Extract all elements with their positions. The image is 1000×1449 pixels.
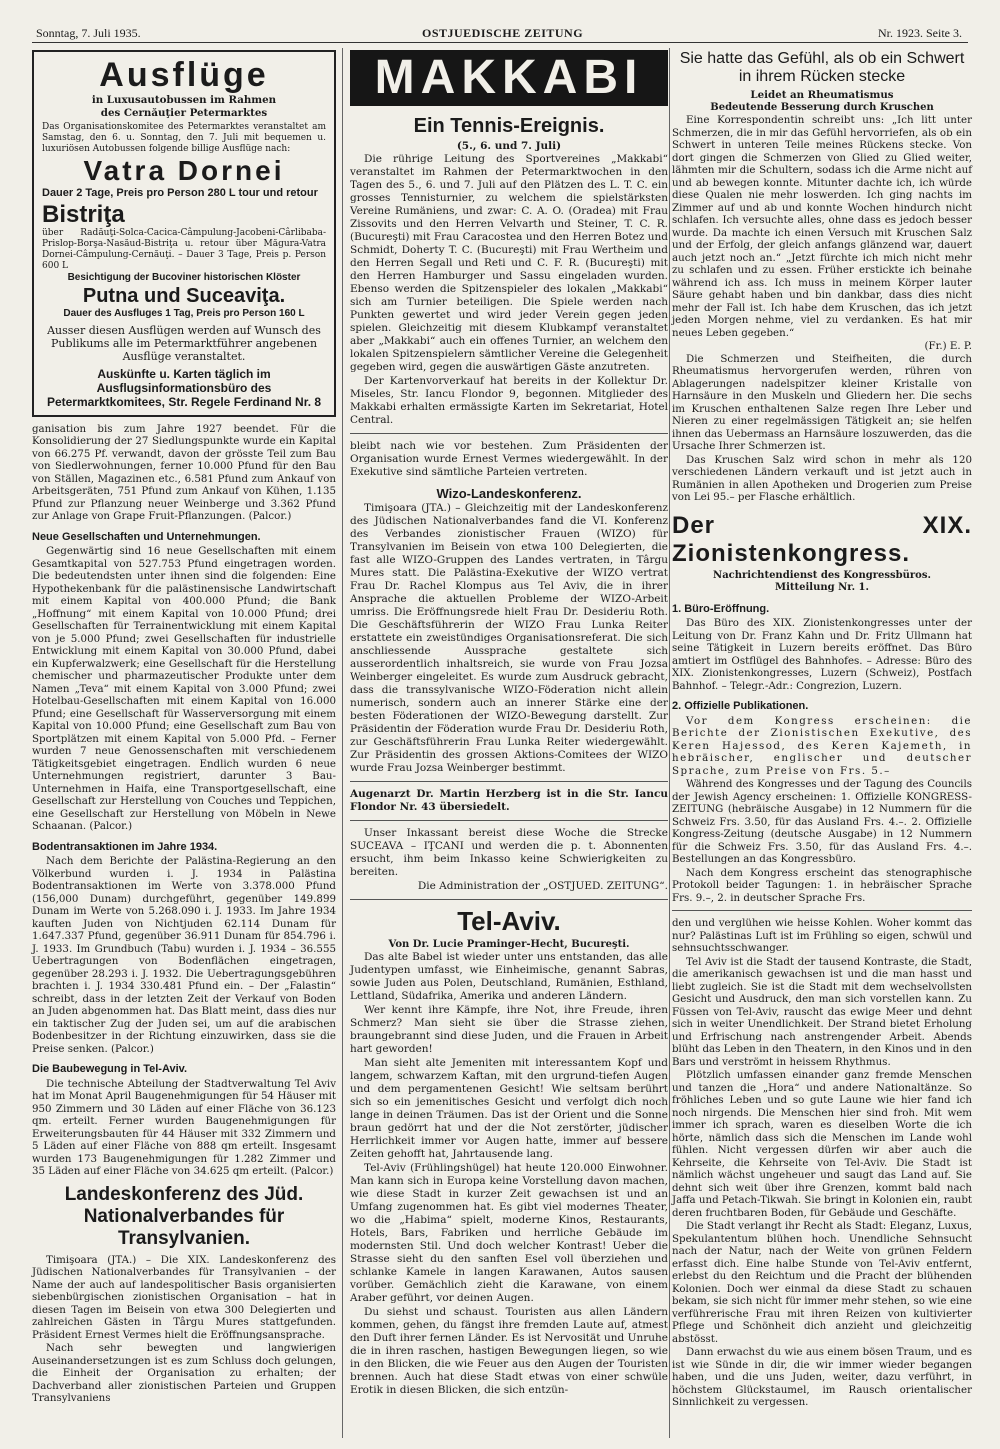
separator	[350, 433, 668, 434]
column-middle	[350, 50, 668, 1398]
ad-contact: Auskünfte u. Karten täglich im Ausflugsinformationsbüro des Petermarktkomitees, Str. Regele Ferdinand Nr. 8	[46, 366, 322, 409]
article-heading: Bodentransaktionen im Jahre 1934.	[32, 840, 218, 853]
article-paragraph: bleibt nach wie vor bestehen. Zum Präsidenten der Organisation wurde Ernest Vermes wiedergewählt. In der Exekutive sind sämtliche Parteien vertreten.	[350, 440, 668, 478]
article-paragraph: Timişoara (JTA.) – Die XIX. Landeskonferenz des Jüdischen Nationalverbandes für Transylvanien – der Name der auch auf landespolitischer Basis organisierten siebenbürgischen zionistischen Organisation – hat in diesen Tagen im Beisein von etwa 300 Delegierten und zahlreichen Gästen in Târgu Mures stattgefunden. Präsident Ernest Vermes hielt die Eröffnungsansprache.	[32, 1253, 336, 1341]
separator	[350, 820, 668, 821]
article-headline: Tel-Aviv.	[457, 906, 561, 936]
article-paragraph: Gegenwärtig sind 16 neue Gesellschaften mit einem Gesamtkapital von 527.753 Pfund eingetragen worden. Die bedeutendsten unter ihnen sind die folgenden: Eine Hypothekenbank für die palästinensische Landwirtschaft mit einem Kapital von 400.000 Pfund; die Bank „Hoffnung“ mit einem Kapital von 10.000 Pfund; drei Gesellschaften für Terrainentwicklung mit einem Kapital von je 5.000 Pfund; zwei Gesellschaften für industrielle Entwicklung mit einem Kapital von 30.000 Pfund, dabei ein Kupferwalzwerk; eine Gesellschaft für die Herstellung chemischer und pharmazeutischer Produkte unter dem Namen „Teva“ mit einem Kapital von 3.000 Pfund; zwei Hotelbau-Gesellschaften mit einem Kapital von 16.000 Pfund; eine Gesellschaft für Wasserversorgung mit einem Kapital von 10.000 Pfund; eine Gesellschaft zum Bau von Sportplätzen mit einem Kapital von 5.000 Pfd. – Ferner wurden 7 neue Genossenschaften mit verschiedenem Tätigkeitsgebiet eingetragen. Endlich wurden 6 neue Unternehmungen registriert, darunter 3 Bau-Unternehmen in Haifa, eine Transportgesellschaft, eine Gesellschaft zur Herstellung von Couches und Teppichen, eine Gesellschaft zur Herstellung von Möbeln in Newe Schaanan. (Palcor.)	[32, 545, 336, 832]
ad-putna: Putna und Suceaviţa.	[82, 285, 286, 307]
page-header	[32, 24, 968, 43]
article-subheadline-2: Mitteilung Nr. 1.	[775, 582, 869, 593]
article-paragraph: den und verglühen wie heisse Kohlen. Woher kommt das nur? Palästinas Luft ist im Frühling so eigen, schwül und sehnsuchtsschwanger.	[672, 917, 972, 954]
article-paragraph: Vor dem Kongress erscheinen: die Berichte der Zionistischen Exekutive, des Keren Hajessod, des Keren Kajemeth, in hebräischer, englischer und deutscher Sprache, zum Preise von Frs. 5.–	[672, 714, 972, 777]
admin-notice: Unser Inkassant bereist diese Woche die Strecke SUCEAVA – IŢCANI und werden die p. t. Abonnenten ersucht, ihm beim Inkasso keine Schwierigkeiten zu bereiten.	[350, 827, 668, 878]
article-headline: Der XIX. Zionistenkongress.	[672, 511, 972, 567]
ad-intro: Das Organisationskomitee des Petermarktes veranstaltet am Samstag, den 6. u. Sonntag, den 7. Juli mit bequemen u. luxuriösen Autobussen folgende billige Ausflüge nach:	[42, 122, 326, 154]
article-heading: 1. Büro-Eröffnung.	[672, 602, 770, 615]
column-left	[32, 50, 336, 1406]
column-divider	[669, 48, 670, 1438]
makkabi-logo: MAKKABI	[350, 50, 668, 106]
article-paragraph: Die Schmerzen und Steifheiten, die durch Rheumatismus hervorgerufen werden, rühren von Ablagerungen nadelspitzer kleiner Kristalle von Harnsäure in den Muskeln und Gliedern her. Die sechs im Kruschen enthaltenen Salze regen Ihre Leber und Nieren zu einer regelmässigen Tätigkeit an; sie helfen ihnen das Uebermass an Harnsäure loszuwerden, das die Ursache Ihrer Schmerzen ist.	[672, 352, 972, 452]
article-paragraph: Nach sehr bewegten und langwierigen Auseinandersetzungen ist es zum Schluss doch gelungen, die Einheit der Organisation zu erhalten; der Dachverband aller zionistischen Parteien und Gruppen Transylvaniens	[32, 1342, 336, 1404]
article-paragraph: Nach dem Berichte der Palästina-Regierung an den Völkerbund wurden i. J. 1934 in Palästina Bodentransaktionen im Werte von 3.378.000 Pfund (156,000 Dunam) durchgeführt, gegenüber 149.899 Dunam im Werte von 5.268.090 i. J. 1933. Im Jahre 1934 kauften Juden von Nichtjuden 62.114 Dunam für 1.647.337 Pfund, gegenüber 36.911 Dunam für 854.796 i. J. 1933. Im Grundbuch (Tabu) wurden i. J. 1934 – 36.555 Uebertragungen von Bodenflächen eingetragen, gegenüber 28.293 i. J. 1932. Die Uebertragungsgebühren brachten i. J. 1934 330.481 Pfund ein. – Der „Falastin“ schreibt, dass in der letzten Zeit der Verkauf von Boden an Juden abgenommen hat. Das Blatt meint, dass dies nur ein taktischer Zug der Juden sei, um auf die arabischen Bodenbesitzer in der Richtung einzuwirken, dass sie die Preise senken. (Palcor.)	[32, 855, 336, 1055]
newspaper-name: OSTJUEDISCHE ZEITUNG	[422, 26, 584, 40]
article-heading: Wizo-Landeskonferenz.	[436, 486, 582, 501]
article-paragraph: Wer kennt ihre Kämpfe, ihre Not, ihre Freude, ihren Schmerz? Man sieht sie über die Strasse ziehen, braungebrannt sind diese Juden, und die Frauen in Arbeit hart geworden!	[350, 1004, 668, 1055]
article-paragraph: Die technische Abteilung der Stadtverwaltung Tel Aviv hat im Monat April Baugenehmigungen für 54 Häuser mit 950 Zimmern und 30 Läden auf einer Fläche von 36.123 qm. erteilt. Ferner wurden Baugenehmigungen für Erweiterungsbauten für 44 Häuser mit 332 Zimmern und 5 Läden auf einer Fläche von 888 qm erteilt. Insgesamt wurden 173 Baugenehmigungen für 1.282 Zimmer und 35 Läden auf einer Fläche von 34.625 qm erteilt. (Palcor.)	[32, 1077, 336, 1177]
admin-signature: Die Administration der „OSTJUED. ZEITUNG“.	[417, 880, 668, 892]
article-paragraph: Dann erwachst du wie aus einem bösen Traum, und es ist wie Sünde in dir, die wir immer wieder begangen haben, und die uns Juden, weiter, dazu verführt, in höchstem Glückstaumel, im Rausch orientalischer Sinnlichkeit zu vergessen.	[672, 1346, 972, 1408]
column-right	[672, 50, 972, 1410]
ad-extra: Ausser diesen Ausflügen werden auf Wunsch des Publikums alle im Petermarktführer angebenen Ausflüge veranstaltet.	[47, 323, 321, 363]
article-paragraph: Der Kartenvorverkauf hat bereits in der Kollektur Dr. Miseles, Str. Iancu Flondor 9, begonnen. Mitglieder des Makkabi erhalten ermässigte Karten im Sekretariat, Hotel Central.	[350, 375, 668, 426]
article-headline: Sie hatte das Gefühl, als ob ein Schwert in ihrem Rücken stecke	[679, 50, 965, 85]
separator	[350, 899, 668, 900]
page-number: Seite 3.	[926, 26, 962, 40]
issue-date: Sonntag, 7. Juli 1935.	[36, 26, 141, 40]
article-paragraph: Man sieht alte Jemeniten mit interessantem Kopf und langem, schwarzem Kaftan, mit den urgrund-tiefen Augen und dem pergamentenen Gesicht! Wie seltsam berührt sich so ein jemenitisches Gesicht und verfolgt dich noch lange in deinen Träumen. Das ist der Orient und die Sonne braun gedörrt hat und der die Not zerstörter, jüdischer Herrlichkeit immer vor Augen hatte, immer auf bessere Zeiten gehofft hat, Jahrtausende lang.	[350, 1057, 668, 1160]
article-byline: Von Dr. Lucie Praminger-Hecht, Bucureşti.	[388, 939, 630, 950]
ad-kloester: Besichtigung der Bucoviner historischen Klöster	[67, 271, 301, 283]
article-subheadline: Nachrichtendienst des Kongressbüros.	[713, 569, 931, 581]
issue-number: Nr. 1923.	[878, 26, 923, 40]
issue-page	[878, 26, 962, 41]
article-heading: Die Baubewegung in Tel-Aviv.	[32, 1063, 188, 1075]
ad-putna-detail: Dauer des Ausfluges 1 Tag, Preis pro Person 160 L	[63, 308, 305, 319]
ad-subtitle-2: des Cernăuţier Petermarktes	[100, 106, 268, 119]
article-paragraph: Plötzlich umfassen einander ganz fremde Menschen und tanzen die „Hora“ und andere Nationaltänze. So fröhliches Leben und so gute Laune wie hier fand ich noch nirgends. Die Menschen hier sind froh. Mit wem immer ich sprach, waren es dieselben Worte die ich hörte, nämlich dass sich die Menschen im Lande wohl fühlen. Nicht vergessen dürfen wir aber auch die Kehrseite, die Kehrseite von Tel-Aviv. Die Stadt ist nämlich wächst ungeheuer und saugt das Land auf. Sie dehnt sich weit über ihre Grenzen, kommt bald nach Jaffa und Petach-Tikwah. Sie bringt in Kolonien ein, raubt deren fruchtbaren Boden, für Gebäude und Geschäfte.	[672, 1069, 972, 1219]
article-paragraph: Timişoara (JTA.) – Gleichzeitig mit der Landeskonferenz des Jüdischen Nationalverbandes fand die VI. Konferenz des Verbandes zionistischer Frauen (WIZO) für Transylvanien im Beisein von etwa 100 Delegierten, die fast alle WIZO-Gruppen des Landes vertraten, in Târgu Mures statt. Die Palästina-Exekutive der WIZO vertrat Frau Dr. Rachel Klompus aus Tel Aviv, die in ihrer Ansprache die aktuellen Probleme der WIZO-Arbeit umriss. Die Eröffnungsrede hielt Frau Dr. Desideriu Roth. Die Geschäftsführerin der WIZO Frau Lunka Reiter erstattete ein zweistündiges Organisationsreferat. Die sich anschliessende Aussprache gestaltete sich ausserordentlich inhaltsreich, sie wurde von Frau Jozsa Weinberger eingeleitet. Es wurde zum Ausdruck gebracht, dass die transsylvanische WIZO-Föderation nicht allein numerisch, sondern auch an innerer Stärke eine der besten Föderationen der WIZO-Bewegung darstellt. Zur Präsidentin der Föderation wurde Frau Dr. Desideriu Roth, zur Geschäftsführerin Frau Lunka Reiter wiedergewählt. Zur Präsidentin des grossen Aktions-Comitees der WIZO wurde Frau Jozsa Weinberger bestimmt.	[350, 502, 668, 774]
article-paragraph: Das Kruschen Salz wird schon in mehr als 120 verschiedenen Ländern verkauft und ist jetzt auch in Rumänien in allen Apotheken und Drogerien zum Preise von Lei 95.– per Flasche erhältlich.	[672, 453, 972, 503]
ad-title: Ausflüge	[99, 56, 269, 94]
article-paragraph: Das Büro des XIX. Zionistenkongresses unter der Leitung von Dr. Franz Kahn und Dr. Fritz Ullmann hat seine Tätigkeit in Luzern bereits eröffnet. Das Büro amtiert im Ostflügel des Bahnhofes. – Adresse: Büro des XIX. Zionistenkongresses, Luzern (Schweiz), Postfach Bahnhof. – Telegr.-Adr.: Congrezion, Luzern.	[672, 617, 972, 692]
doctor-notice: Augenarzt Dr. Martin Herzberg ist in die Str. Iancu Flondor Nr. 43 übersiedelt.	[350, 788, 668, 813]
article-paragraph: Nach dem Kongress erscheint das stenographische Protokoll beider Tagungen: 1. in hebräischer Sprache Frs. 9.–, 2. in deutscher Sprache Frs.	[672, 866, 972, 904]
article-subheadline: Leidet an Rheumatismus	[750, 89, 894, 101]
column-divider	[342, 48, 343, 1438]
article-subheadline-2: Bedeutende Besserung durch Kruschen	[710, 101, 934, 113]
article-paragraph: Eine Korrespondentin schreibt uns: „Ich litt unter Schmerzen, die in mir das Gefühl hervorriefen, als ob ein Schwert in unteren Teile meines Rückens stecke. Von dort gingen die Schmerzen von Glied zu Glied weiter, lähmten mir die Schultern, sodass ich die Arme nicht auf und ab bewegen konnte. Mitunter dachte ich, ich würde diese Qualen nie mehr loswerden. Ich ging nachts im Zimmer auf und ab und konnte Wochen hindurch nicht schlafen. Ich versuchte alles, ohne dass es jedoch besser wurde. Da machte ich einen Versuch mit Kruschen Salz und der Erfolg, der gleich anfangs glänzend war, dauert auch jetzt noch an.“ „Jetzt fürchte ich mich nicht mehr zu schlafen und zu essen. Früher erstickte ich beinahe während ich ass. Ich muss in meinem Körper lauter Säure gehabt haben und bin dankbar, dass dies nicht mehr der Fall ist. Ich habe dem Kruschen, das ich jetzt jeden Morgen nehme, viel zu verdanken. Es hat mir neues Leben gegeben.“	[672, 114, 972, 339]
article-headline: Ein Tennis-Ereignis.	[413, 115, 605, 137]
ad-vatra: Vatra Dornei	[83, 155, 285, 186]
article-paragraph: Die rührige Leitung des Sportvereines „Makkabi“ veranstaltet im Rahmen der Petermarktwochen in den Tagen des 5., 6. und 7. Juli auf den Plätzen des L. T. C. ein grosses Tennisturnier, zu welchem die spielstärksten Vereine Rumäniens, und zwar: C. A. O. (Oradea) mit Frau Zissovits und den Herren Velvarth und Steiner, T. C. R. (Bucureşti) mit Frau Caracostea und den Herren Botez und Schmidt, Doherty T. C. (Bucureşti) mit Frau Wertheim und den Herren Segall und Reti und C. F. R. (Bucureşti) mit den Herren Hamburger und Sassu eingeladen wurden. Ebenso werden die Spitzenspieler des lokalen „Makkabi“ sich am Turnier beteiligen. Die Spiele werden nach Punkten gewertet und wird jeder Verein gegen jeden spielen. Gleichzeitig mit diesem Klubkampf veranstaltet aber „Makkabi“ auch ein offenes Turnier, an welchem den lokalen Spitzenspielern sämtlicher Vereine die Gelegenheit gegeben wird, gegen die auswärtigen Gäste anzutreten.	[350, 153, 668, 373]
article-paragraph: Während des Kongresses und der Tagung des Councils der Jewish Agency erscheinen: 1. Offizielle KONGRESS-ZEITUNG (hebräische Ausgabe) in 12 Nummern für die Schweiz Frs. 3.50, für das Ausland Frs. 4.–. 2. Offizielle Kongress-Zeitung (deutsche Ausgabe) in 12 Nummern für die Schweiz Frs. 3.50, für das Ausland Frs. 4.–. Bestellungen an das Kongressbüro.	[672, 778, 972, 865]
article-paragraph: Du siehst und schaust. Touristen aus allen Ländern kommen, gehen, du fängst ihre fremden Laute auf, atmest den Duft ihrer fernen Länder. Es ist Nervosität und Unruhe die in ihren raschen, hastigen Bewegungen liegen, so wie in den Blicken, die wie Feuer aus den Augen der Touristen brennen. Auch hat diese Stadt etwas von einer schwüle Erotik in diesen Blicken, die sich entzün-	[350, 1306, 668, 1396]
article-paragraph: Das alte Babel ist wieder unter uns entstanden, das alle Judentypen umfasst, wie Einheimische, genannt Sabras, sowie Juden aus Polen, Deutschland, Rumänien, Esthland, Lettland, Südafrika, Amerika und anderen Ländern.	[350, 951, 668, 1002]
separator	[672, 910, 972, 911]
article-paragraph: Tel-Aviv (Frühlingshügel) hat heute 120.000 Einwohner. Man kann sich in Europa keine Vorstellung davon machen, wie diese Stadt in kurzer Zeit gewachsen ist und an Umfang zugenommen hat. Es gibt viel modernes Theater, wo die „Habima“ spielt, moderne Kinos, Restaurants, Hotels, Bars, Fabriken und herrliche Gebäude im modernsten Stil. Und doch welcher Kontrast! Ueber die Strasse sieht du den sanften Esel voll überziehen und schlanke Kamele in langen Karawanen, Autos sausen vorüber. Gemächlich zieht die Karawane, von einem Araber geführt, vor deinen Augen.	[350, 1162, 668, 1304]
excursion-ad	[32, 50, 336, 417]
article-subheadline: (5., 6. und 7. Juli)	[456, 140, 562, 152]
article-paragraph: ganisation bis zum Jahre 1927 beendet. Für die Konsolidierung der 27 Siedlungspunkte wurde ein Kapital von 66.275 Pf. verwandt, davon der grösste Teil zum Bau von Siedlerwohnungen, ferner 10.000 Pfund für den Bau von Ställen, Magazinen etc., 6.581 Pfund zum Ankauf von Arbeitsgeräten, 751 Pfund zum Ankauf von Kühen, 1.135 Pfund zur Pflanzung neuer Weinberge und 3.362 Pfund zur Anlage von Grape Fruit-Pflanzungen. (Palcor.)	[32, 422, 336, 522]
article-paragraph: Die Stadt verlangt ihr Recht als Stadt: Eleganz, Luxus, Spekulantentum blühen hoch. Unendliche Sehnsucht nach der Natur, nach der Weite von grünen Feldern erfasst dich. Eine halbe Stunde von Tel-Aviv entfernt, erlebst du den Reichtum und die Pracht der blühenden Kolonien. Doch wer einmal da diese Stadt zu schauen bekam, sie sich nicht für immer mehr stehen, so wie eine verführerische Frau mit ihren Reizen von kultivierter Pflege und Schönheit dich anzieht und gleichzeitig abstösst.	[672, 1220, 972, 1345]
signature: (Fr.) E. P.	[924, 340, 972, 352]
article-heading: Neue Gesellschaften und Unternehmungen.	[32, 530, 261, 543]
ad-vatra-detail: Dauer 2 Tage, Preis pro Person 280 L tour und retour	[42, 187, 318, 199]
ad-subtitle: in Luxusautobussen im Rahmen	[91, 94, 277, 106]
separator	[350, 781, 668, 782]
article-heading: 2. Offizielle Publikationen.	[672, 700, 809, 712]
ad-bistrita: Bistriţa	[42, 200, 125, 228]
ad-bistrita-detail: über Radăuţi-Solca-Cacica-Câmpulung-Jacobeni-Cârlibaba-Prislop-Borşa-Nasăud-Bistriţa u. retour über Măgura-Vatra Dornei-Câmpulung-Cernăuţi. – Dauer 3 Tage, Preis p. Person 600 L	[42, 227, 326, 271]
article-paragraph: Tel Aviv ist die Stadt der tausend Kontraste, die Stadt, die amerikanisch gewachsen ist und die man hasst und liebt zugleich. Sie ist die Stadt mit dem wechselvollsten Gesicht und Ausdruck, den man sich vorstellen kann. Zu Füssen von Tel-Aviv, rauscht das ewige Meer und dehnt sich in weiter Unendlichkeit. Der Strand bietet Erholung und Erfrischung nach anstrengender Arbeit. Abends blüht das Leben in den Theatern, in den Kinos und in den Bars und verströmt in heissem Rhythmus.	[672, 955, 972, 1068]
article-headline: Landeskonferenz des Jüd. Nationalverbandes für Transylvanien.	[64, 1183, 304, 1249]
